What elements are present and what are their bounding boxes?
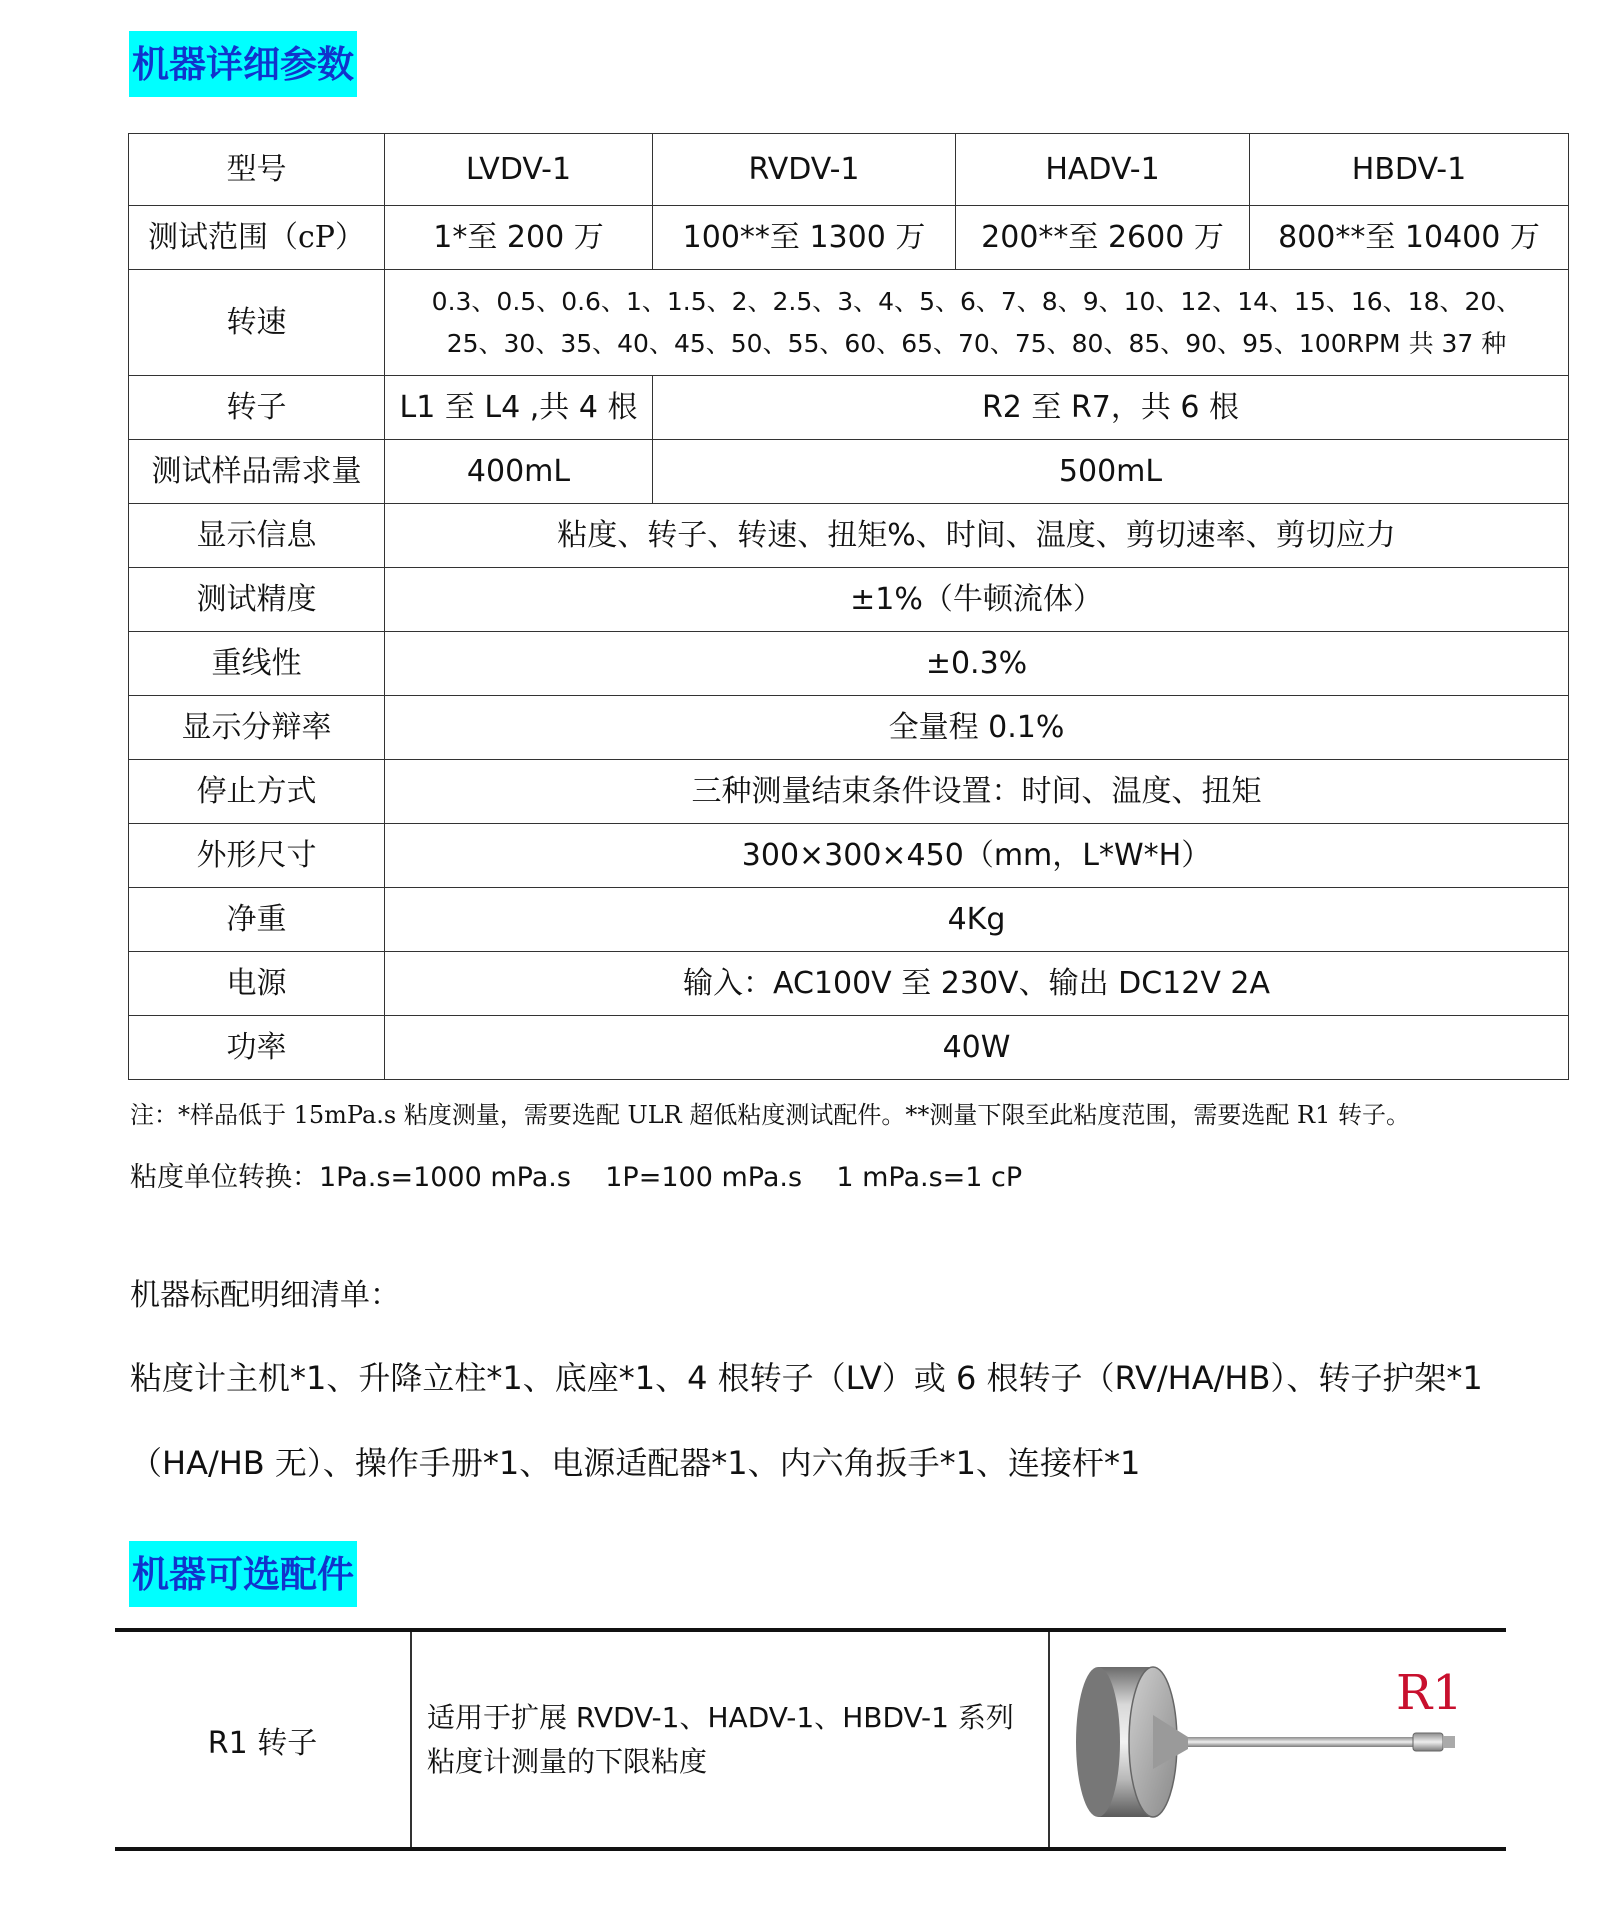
rotor-lv: L1 至 L4 ,共 4 根 [385,376,653,440]
row-label: 测试样品需求量 [129,440,385,504]
size-value: 300×300×450（mm，L*W*H） [385,824,1569,888]
unit-conversion-note: 粘度单位转换：1Pa.s=1000 mPa.s 1P=100 mPa.s 1 mPa.s=1 cP [130,1162,1023,1193]
accessory-name: R1 转子 [207,1725,318,1761]
accessory-description [411,1630,1049,1849]
table-row [129,568,1569,632]
table-row [129,888,1569,952]
table-row [129,632,1569,696]
power-supply-value: 输入：AC100V 至 230V、输出 DC12V 2A [385,952,1569,1016]
row-label: 转子 [129,376,385,440]
speed-line-1: 0.3、0.5、0.6、1、1.5、2、2.5、3、4、5、6、7、8、9、10、12、14、15、16、18、20、 [431,286,1522,316]
section-title-spec: 机器详细参数 [129,31,357,97]
table-row [129,206,1569,270]
table-row [129,760,1569,824]
r1-label: R1 [1396,1665,1463,1721]
row-label: 测试精度 [129,568,385,632]
standard-list-title: 机器标配明细清单： [130,1278,400,1313]
row-label: 型号 [129,134,385,206]
table-row [115,1630,1506,1849]
table-row [129,134,1569,206]
weight-value: 4Kg [385,888,1569,952]
model-hadv: HADV-1 [956,134,1250,206]
table-row [129,440,1569,504]
row-label: 显示信息 [129,504,385,568]
row-label: 测试范围（cP） [129,206,385,270]
speed-line-2: 25、30、35、40、45、50、55、60、65、70、75、80、85、90、95、100RPM 共 37 种 [446,328,1507,358]
power-value: 40W [385,1016,1569,1080]
table-row [129,504,1569,568]
display-value: 粘度、转子、转速、扭矩%、时间、温度、剪切速率、剪切应力 [385,504,1569,568]
stop-value: 三种测量结束条件设置：时间、温度、扭矩 [385,760,1569,824]
row-label: 外形尺寸 [129,824,385,888]
standard-list-line-2: （HA/HB 无）、操作手册*1、电源适配器*1、内六角扳手*1、连接杆*1 [130,1444,1141,1482]
row-label: 转速 [129,270,385,376]
row-label: 重线性 [129,632,385,696]
row-label: 电源 [129,952,385,1016]
sample-others: 500mL [653,440,1569,504]
row-label: 停止方式 [129,760,385,824]
speed-values [385,270,1569,376]
footnote: 注：*样品低于 15mPa.s 粘度测量，需要选配 ULR 超低粘度测试配件。**测量下限至此粘度范围，需要选配 R1 转子。 [130,1101,1410,1129]
row-label: 净重 [129,888,385,952]
model-hbdv: HBDV-1 [1250,134,1569,206]
accuracy-value: ±1%（牛顿流体） [385,568,1569,632]
range-rvdv: 100**至 1300 万 [653,206,956,270]
sample-lv: 400mL [385,440,653,504]
row-label: 功率 [129,1016,385,1080]
table-row [129,696,1569,760]
table-row [129,1016,1569,1080]
model-lvdv: LVDV-1 [385,134,653,206]
r1-spindle-image [1058,1637,1498,1842]
accessory-desc-line-2: 粘度计测量的下限粘度 [427,1744,708,1778]
section-title-accessories: 机器可选配件 [129,1541,357,1607]
range-lvdv: 1*至 200 万 [385,206,653,270]
accessory-desc-line-1: 适用于扩展 RVDV-1、HADV-1、HBDV-1 系列 [427,1700,1014,1734]
repeat-value: ±0.3% [385,632,1569,696]
table-row [129,376,1569,440]
table-row [129,824,1569,888]
table-row [129,270,1569,376]
range-hadv: 200**至 2600 万 [956,206,1250,270]
spec-table [128,133,1569,1080]
standard-list-line-1: 粘度计主机*1、升降立柱*1、底座*1、4 根转子（LV）或 6 根转子（RV/HA/HB）、转子护架*1 [130,1359,1483,1397]
model-rvdv: RVDV-1 [653,134,956,206]
range-hbdv: 800**至 10400 万 [1250,206,1569,270]
rotor-others: R2 至 R7，共 6 根 [653,376,1569,440]
accessory-image-cell [1049,1630,1506,1849]
table-row [129,952,1569,1016]
accessory-table [115,1628,1506,1851]
resolution-value: 全量程 0.1% [385,696,1569,760]
row-label: 显示分辩率 [129,696,385,760]
